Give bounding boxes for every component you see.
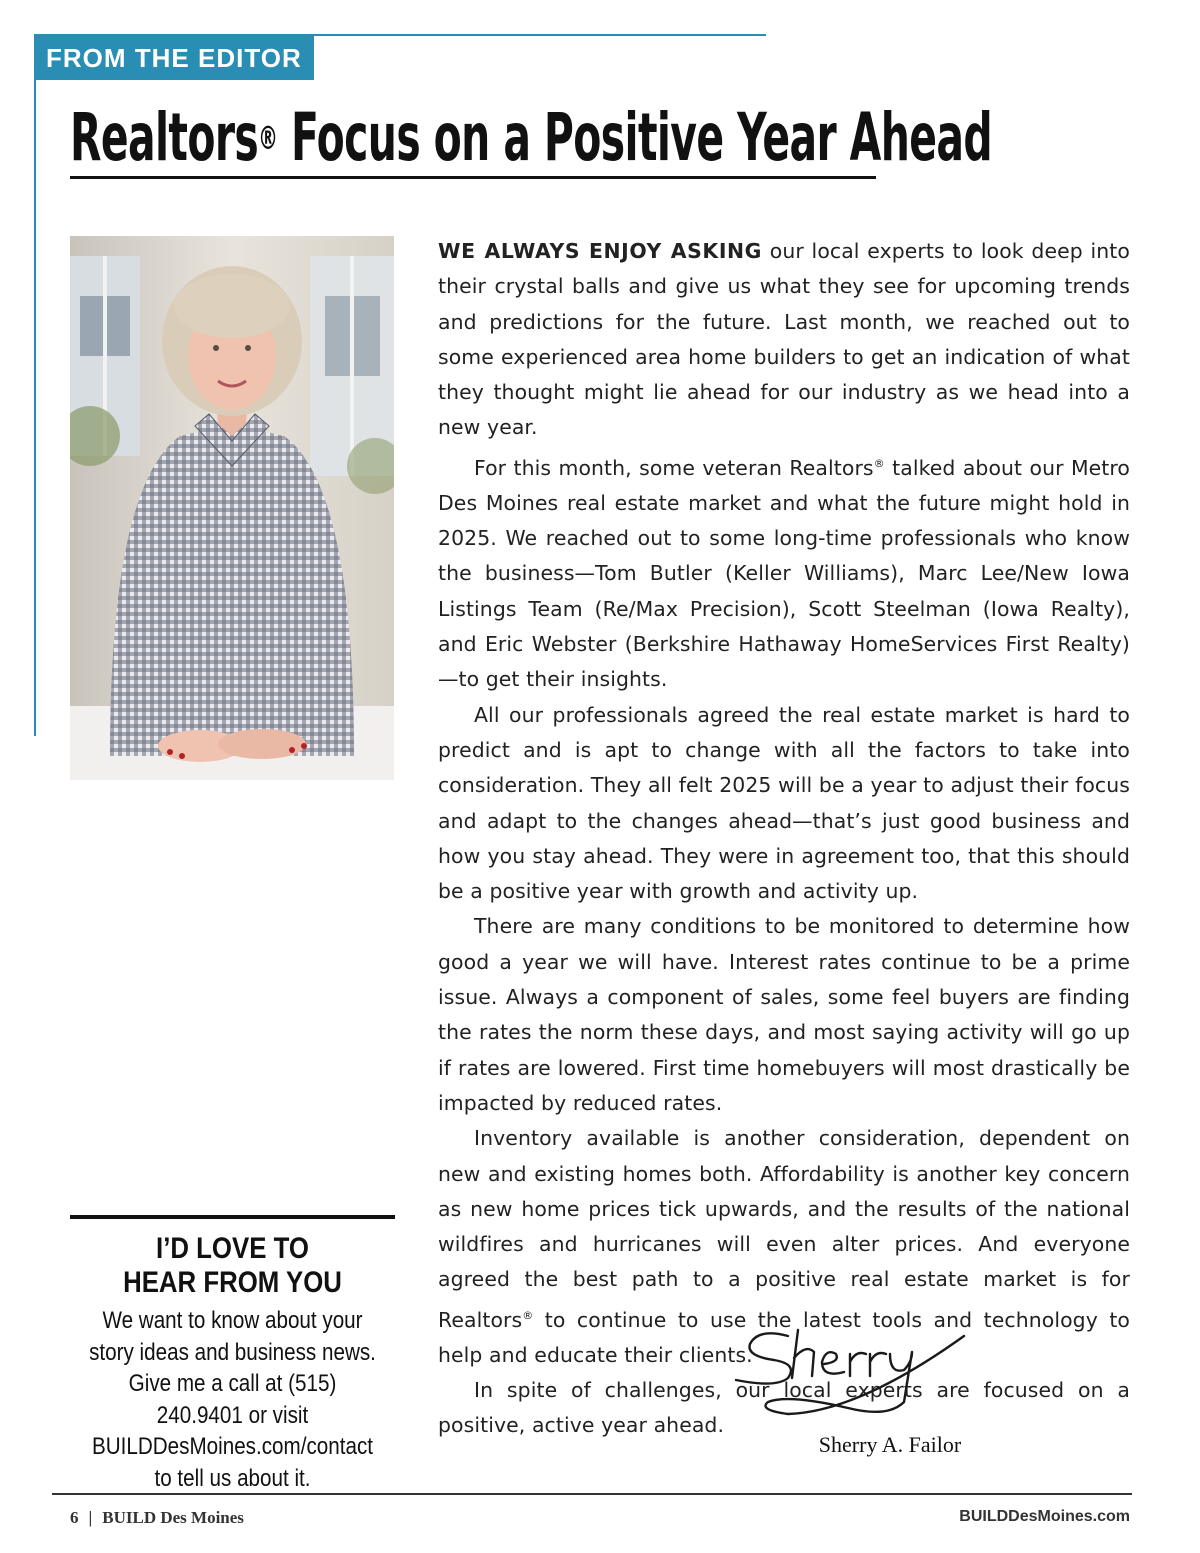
signature-name: Sherry A. Failor [818,1432,962,1457]
callout-rule [70,1215,395,1219]
page-title [70,98,993,178]
section-tag: FROM THE EDITOR [34,36,314,80]
paragraph-5: Inventory available is another consideration, dependent on new and existing homes both. Affordability is another key concern as new home prices tick upwards, and the results of the national wildfires and hurricanes will even alter prices. And everyone agreed the best path to a positive real estate market is for Realtors® to continue to use the latest tools and technology to help and educate their clients. [438,1126,1130,1367]
footer-left [70,1508,244,1528]
footer-rule [52,1493,1132,1495]
page-number: 6 [70,1508,79,1527]
lead-in: WE ALWAYS ENJOY ASKING [438,239,763,263]
paragraph-1: WE ALWAYS ENJOY ASKING our local experts to look deep into their crystal balls and give us what they see for upcoming trends and predictions for the future. Last month, we reached out to some experienced area home builders to get an indication of what they thought might lie ahead for our industry as we head into a new year. [438,239,1130,440]
title-part-2: Focus on a Positive Year Ahead [277,99,993,176]
callout-title: I’D LOVE TO HEAR FROM YOU [123,1232,342,1299]
paragraph-6: In spite of challenges, our local experts are focused on a positive, active year ahead. [438,1378,1130,1438]
paragraph-3: All our professionals agreed the real estate market is hard to predict and is apt to change with all the factors to take into consideration. They all felt 2025 will be a year to adjust their focus and adapt to the changes ahead—that’s just good business and how you stay ahead. They were in agreement too, that this should be a positive year with growth and activity up. [438,702,1130,904]
editor-photo [70,236,394,780]
footer-website: BUILDDesMoines.com [959,1508,1130,1525]
footer-separator: | [88,1508,93,1527]
paragraph-2: For this month, some veteran Realtors® talked about our Metro Des Moines real estate market and what the future might hold in 2025. We reached out to some long-time professionals who know the business—Tom Butler (Keller Williams), Marc Lee/New Iowa Listings Team (Re/Max Precision), Scott Steelman (Iowa Realty), and Eric Webster (Berkshire Hathaway HomeServices First Realty)—to get their insights. [438,455,1131,692]
paragraph-4: There are many conditions to be monitored to determine how good a year we will have. Interest rates continue to be a prime issue. Always a component of sales, some feel buyers are finding the rates the norm these days, and most saying activity will go up if rates are lowered. First time homebuyers will most drastically be impacted by reduced rates. [438,914,1130,1115]
title-part-1: Realtors [70,99,259,176]
callout-text: We want to know about your story ideas and business news. Give me a call at (515) 240.9401 or visit BUILDDesMoines.com/contact to tell us about it. [89,1307,376,1492]
frame-left-line [34,34,36,736]
article-body [438,234,1130,1444]
registered-mark: ® [258,119,278,157]
title-underline [70,176,876,179]
publication-name: BUILD Des Moines [102,1508,244,1527]
signature-image [728,1322,968,1422]
